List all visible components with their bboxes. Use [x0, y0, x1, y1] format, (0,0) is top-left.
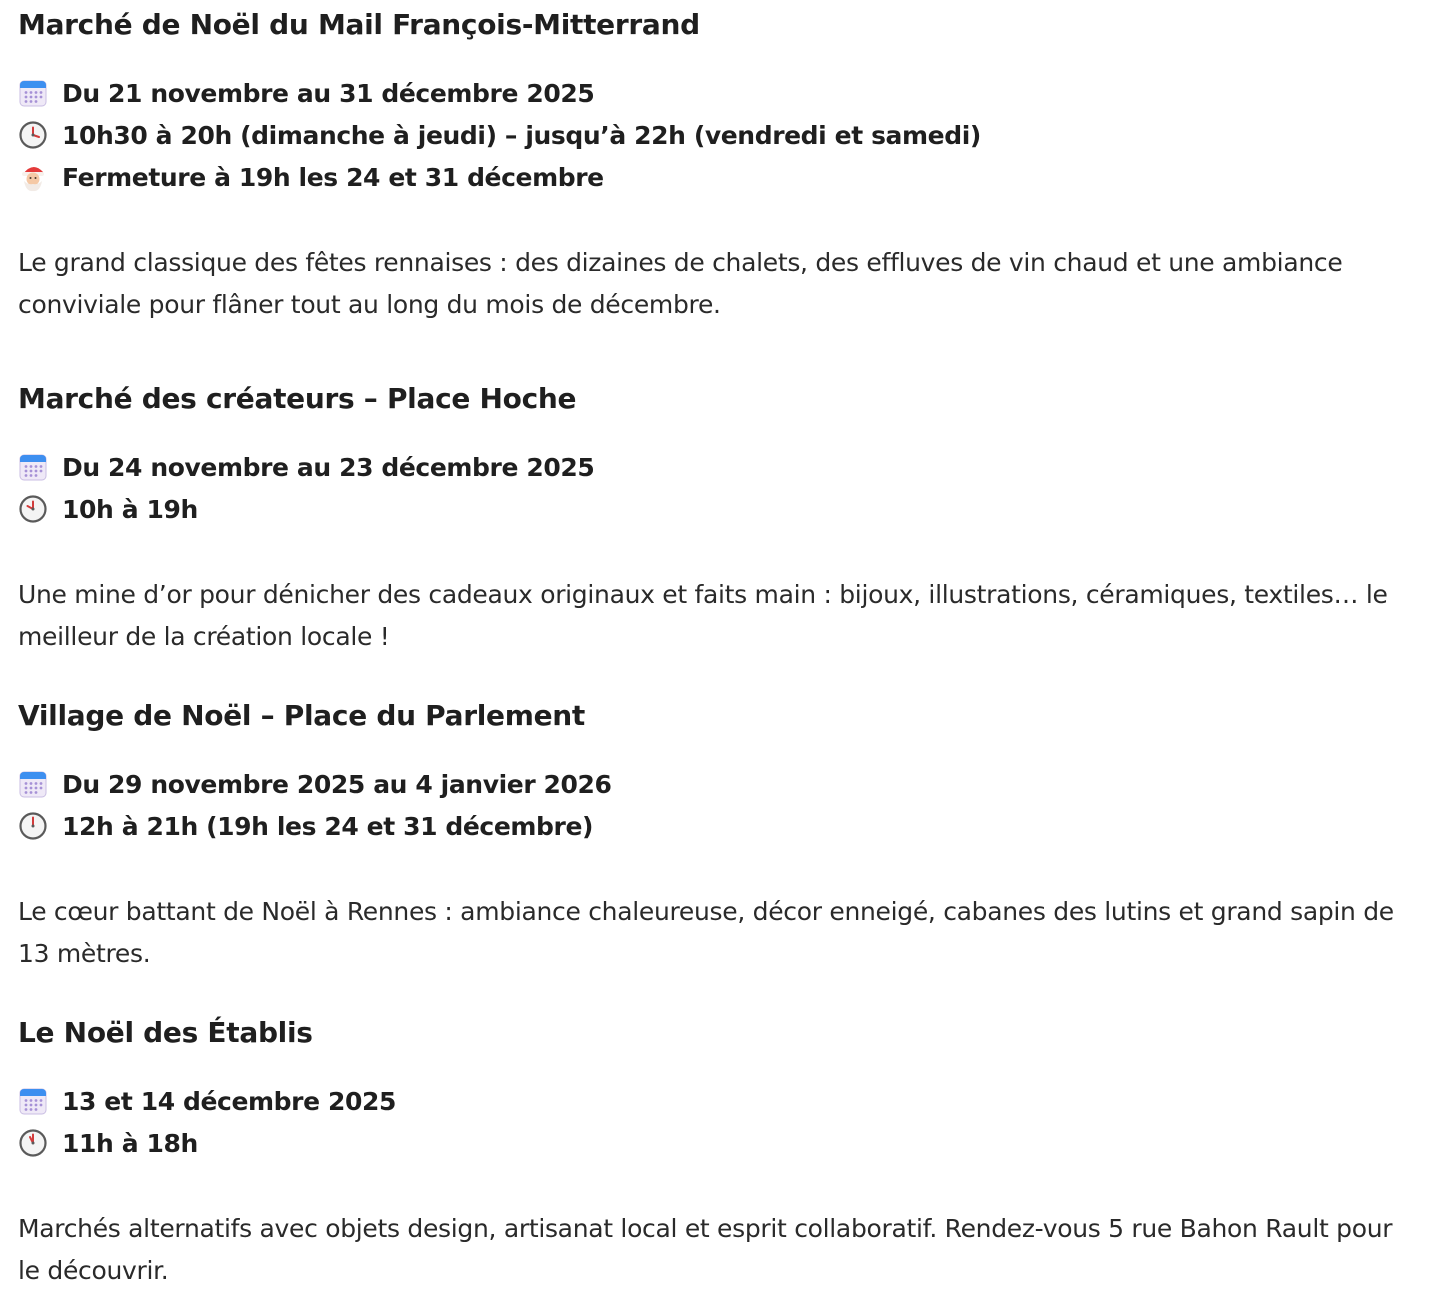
clock-icon [18, 494, 48, 524]
hours-text: 12h à 21h (19h les 24 et 31 décembre) [62, 811, 594, 841]
market-details [18, 446, 1408, 530]
market-description: Le grand classique des fêtes rennaises : des dizaines de chalets, des effluves de vin chaud et une ambiance conviviale pour flâner tout au long du mois de décembre. [18, 248, 1343, 319]
date-line [18, 72, 1408, 114]
date-line [18, 763, 1408, 805]
market-details [18, 72, 1408, 198]
hours-line [18, 805, 1408, 847]
market-title: Village de Noël – Place du Parlement [18, 699, 586, 732]
date-text: Du 21 novembre au 31 décembre 2025 [62, 78, 595, 108]
market-section [18, 699, 1408, 975]
market-description: Une mine d’or pour dénicher des cadeaux originaux et faits main : bijoux, illustrations, céramiques, textiles… le meilleur de la création locale ! [18, 580, 1388, 651]
date-line [18, 1080, 1408, 1122]
date-text: Du 24 novembre au 23 décembre 2025 [62, 452, 595, 482]
date-line [18, 446, 1408, 488]
calendar-icon [18, 1086, 48, 1116]
date-text: Du 29 novembre 2025 au 4 janvier 2026 [62, 769, 612, 799]
hours-line [18, 488, 1408, 530]
calendar-icon [18, 452, 48, 482]
clock-icon [18, 120, 48, 150]
hours-text: 10h30 à 20h (dimanche à jeudi) – jusqu’à 22h (vendredi et samedi) [62, 120, 981, 150]
clock-icon [18, 811, 48, 841]
market-section [18, 8, 1408, 326]
market-title: Le Noël des Établis [18, 1016, 313, 1049]
closing-line [18, 156, 1408, 198]
clock-icon [18, 1128, 48, 1158]
market-description: Le cœur battant de Noël à Rennes : ambiance chaleureuse, décor enneigé, cabanes des lutins et grand sapin de 13 mètres. [18, 897, 1394, 968]
market-section [18, 1016, 1408, 1292]
date-text: 13 et 14 décembre 2025 [62, 1086, 396, 1116]
market-details [18, 1080, 1408, 1164]
hours-text: 10h à 19h [62, 494, 198, 524]
hours-text: 11h à 18h [62, 1128, 198, 1158]
market-details [18, 763, 1408, 847]
calendar-icon [18, 769, 48, 799]
santa-icon [18, 162, 48, 192]
closing-text: Fermeture à 19h les 24 et 31 décembre [62, 162, 604, 192]
market-title: Marché de Noël du Mail François-Mitterrand [18, 8, 700, 41]
hours-line [18, 1122, 1408, 1164]
calendar-icon [18, 78, 48, 108]
hours-line [18, 114, 1408, 156]
market-description: Marchés alternatifs avec objets design, artisanat local et esprit collaboratif. Rendez-vous 5 rue Bahon Rault pour le découvrir. [18, 1214, 1393, 1285]
market-section [18, 382, 1408, 658]
market-title: Marché des créateurs – Place Hoche [18, 382, 577, 415]
